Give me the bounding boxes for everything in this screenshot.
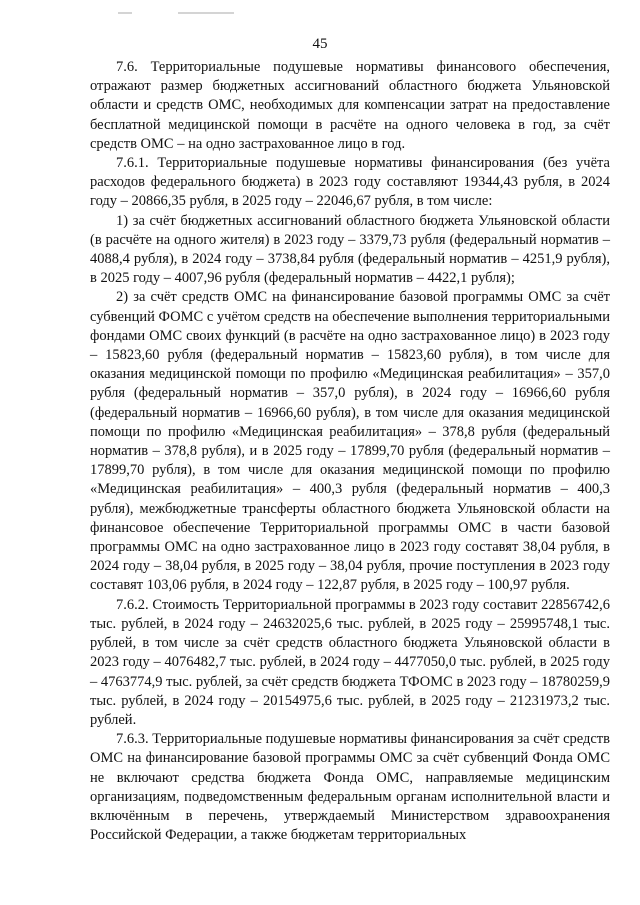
paragraph-item-2: 2) за счёт средств ОМС на финансирование базовой программы ОМС за счёт субвенций ФОМС с учётом средств на обеспечение выполнения территориальными фондами ОМС своих функций (в расчёте на одно застрахованное лицо) в 2023 году – 15823,60 рубля (федеральный норматив – 15823,60 рубля), в том числе для оказания медицинской помощи по профилю «Медицинская реабилитация» – 357,0 рубля (федеральный норматив – 357,0 рубля), в 2024 году – 16966,60 рубля (федеральный норматив – 16966,60 рубля), в том числе для оказания медицинской помощи по профилю «Медицинская реабилитация» – 378,8 рубля (федеральный норматив – 378,8 рубля), и в 2025 году – 17899,70 рубля (федеральный норматив – 17899,70 рубля), в том числе для оказания медицинской помощи по профилю «Медицинская реабилитация» – 400,3 рубля (федеральный норматив – 400,3 рубля), межбюджетные трансферты областного бюджета Ульяновской области на финансовое обеспечение Территориальной программы ОМС в части базовой программы ОМС на одно застрахованное лицо в 2023 году составят 38,04 рубля, в 2024 году – 38,04 рубля, в 2025 году – 38,04 рубля, прочие поступления в 2023 году составят 103,06 рубля, в 2024 году – 122,87 рубля, в 2025 году – 100,97 рубля. <box>90 289 610 594</box>
document-body <box>90 58 610 845</box>
paragraph-7-6-2: 7.6.2. Стоимость Территориальной программы в 2023 году составит 22856742,6 тыс. рублей, в 2024 году – 24632025,6 тыс. рублей, в 2025 году – 25995748,1 тыс. рублей, в том числе за счёт средств областного бюджета Ульяновской области в 2023 году – 4076482,7 тыс. рублей, в 2024 году – 4477050,0 тыс. рублей, в 2025 году – 4763774,9 тыс. рублей, за счёт средств бюджета ТФОМС в 2023 году – 18780259,9 тыс. рублей, в 2024 году – 20154975,6 тыс. рублей, в 2025 году – 21231973,2 тыс. рублей. <box>90 596 610 728</box>
paragraph-7-6-1: 7.6.1. Территориальные подушевые нормативы финансирования (без учёта расходов федерального бюджета) в 2023 году составляют 19344,43 рубля, в 2024 году – 20866,35 рубля, в 2025 году – 22046,67 рубля, в том числе: <box>90 155 610 210</box>
scan-artifact <box>118 12 132 14</box>
page-number: 45 <box>312 36 328 52</box>
paragraph-7-6: 7.6. Территориальные подушевые нормативы финансового обеспечения, отражают размер бюджетных ассигнований областного бюджета Ульяновской области и средств ОМС, необходимых для компенсации затрат на предоставление бесплатной медицинской помощи в расчёте на одного человека в год, за счёт средств ОМС – на одно застрахованное лицо в год. <box>90 59 610 152</box>
paragraph-7-6-3: 7.6.3. Территориальные подушевые нормативы финансирования за счёт средств ОМС на финансирование базовой программы ОМС за счёт субвенций Фонда ОМС не включают средства бюджета Фонда ОМС, направляемые медицинским организациям, подведомственным федеральным органам исполнительной власти и включённым в перечень, утверждаемый Министерством здравоохранения Российской Федерации, а также бюджетам территориальных <box>90 731 610 844</box>
scan-artifact <box>178 12 234 14</box>
paragraph-item-1: 1) за счёт бюджетных ассигнований областного бюджета Ульяновской области (в расчёте на одного жителя) в 2023 году – 3379,73 рубля (федеральный норматив – 4088,4 рубля), в 2024 году – 3738,84 рубля (федеральный норматив – 4251,9 рубля), в 2025 году – 4007,96 рубля (федеральный норматив – 4422,1 рубля); <box>90 212 610 287</box>
